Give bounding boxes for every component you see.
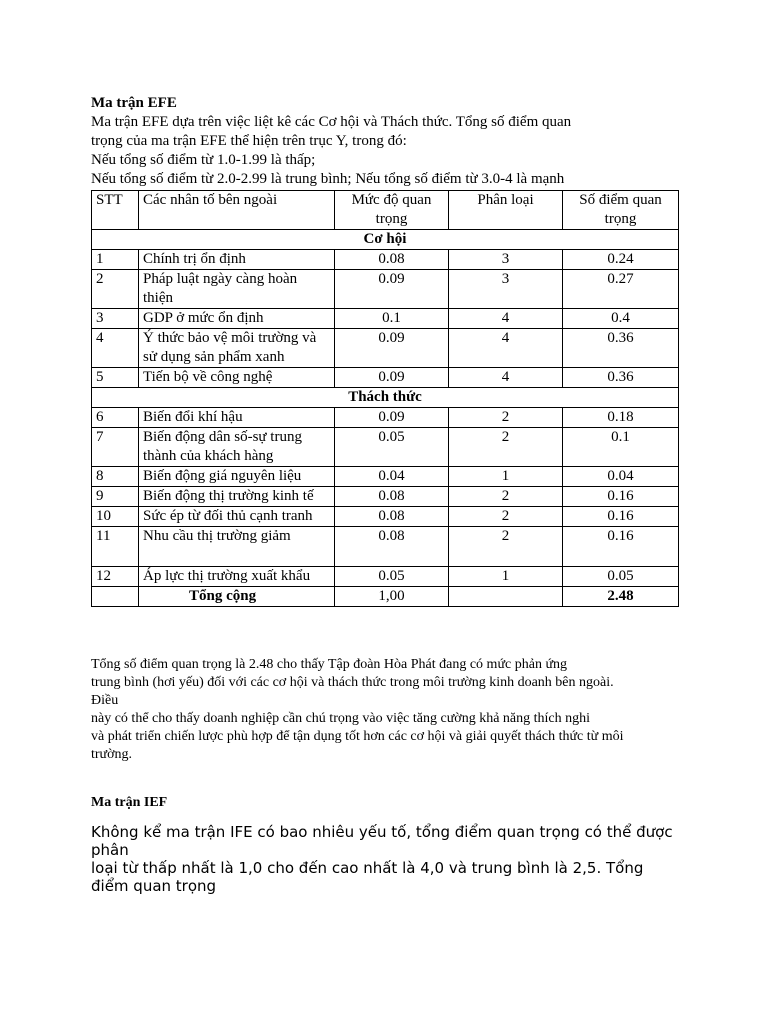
cell-score: 0.4 [563,309,679,329]
cell-stt: 10 [92,507,139,527]
cell-rating-empty [449,587,563,607]
cell-stt: 5 [92,368,139,388]
header-rating: Phân loại [449,191,563,230]
cell-factor: GDP ở mức ổn định [139,309,335,329]
cell-factor: Biến động giá nguyên liệu [139,467,335,487]
total-importance: 1,00 [335,587,449,607]
cell-score: 0.16 [563,507,679,527]
cell-stt: 3 [92,309,139,329]
cell-score: 0.36 [563,329,679,368]
cell-rating: 2 [449,527,563,567]
cell-stt: 2 [92,270,139,309]
table-row [92,368,679,388]
cell-score: 0.18 [563,408,679,428]
cell-rating: 2 [449,487,563,507]
ief-title: Ma trận IEF [91,795,168,810]
cell-factor: Pháp luật ngày càng hoàn thiện [139,270,335,309]
total-score: 2.48 [563,587,679,607]
intro-line: Nếu tổng số điểm từ 2.0-2.99 là trung bình; Nếu tổng số điểm từ 3.0-4 là mạnh [91,171,565,187]
cell-rating: 3 [449,270,563,309]
ief-line: Không kể ma trận IFE có bao nhiêu yếu tố, tổng điểm quan trọng có thể được [91,823,673,841]
section-label: Thách thức [92,388,679,408]
ief-line: loại từ thấp nhất là 1,0 cho đến cao nhất là 4,0 và trung bình là 2,5. Tổng [91,859,644,877]
cell-score: 0.27 [563,270,679,309]
intro-line: Nếu tổng số điểm từ 1.0-1.99 là thấp; [91,152,316,168]
table-row [92,527,679,567]
table-row [92,270,679,309]
cell-factor: Biến động thị trường kinh tế [139,487,335,507]
cell-factor: Áp lực thị trường xuất khẩu [139,567,335,587]
cell-score: 0.16 [563,527,679,567]
cell-score: 0.04 [563,467,679,487]
section-row-threats [92,388,679,408]
section-row-opportunities [92,230,679,250]
cell-stt: 11 [92,527,139,567]
table-row [92,408,679,428]
cell-stt: 7 [92,428,139,467]
cell-factor: Tiến bộ về công nghệ [139,368,335,388]
cell-factor: Biến động dân số-sự trung thành của khách hàng [139,428,335,467]
cell-factor: Sức ép từ đối thủ cạnh tranh [139,507,335,527]
cell-importance: 0.08 [335,250,449,270]
cell-importance: 0.08 [335,487,449,507]
table-row [92,567,679,587]
efe-table [91,190,679,607]
header-factor: Các nhân tố bên ngoài [139,191,335,230]
section-label: Cơ hội [92,230,679,250]
cell-stt: 6 [92,408,139,428]
cell-rating: 3 [449,250,563,270]
cell-importance: 0.04 [335,467,449,487]
cell-importance: 0.09 [335,270,449,309]
conclusion-line: này có thể cho thấy doanh nghiệp cần chú trọng vào việc tăng cường khả năng thích nghi [91,711,591,726]
table-row [92,487,679,507]
table-row [92,428,679,467]
conclusion-line: trung bình (hơi yếu) đối với các cơ hội và thách thức trong môi trường kinh doanh bên ngoài. [91,675,614,690]
cell-rating: 4 [449,329,563,368]
cell-factor: Biến đổi khí hậu [139,408,335,428]
ief-line: phân [91,841,129,859]
cell-factor: Nhu cầu thị trường giảm [139,527,335,567]
cell-stt: 4 [92,329,139,368]
cell-importance: 0.09 [335,368,449,388]
cell-score: 0.05 [563,567,679,587]
cell-rating: 2 [449,408,563,428]
table-row [92,329,679,368]
conclusion-line: Tổng số điểm quan trọng là 2.48 cho thấy Tập đoàn Hòa Phát đang có mức phản ứng [91,657,568,672]
conclusion-line: Điều [91,693,119,708]
cell-stt: 9 [92,487,139,507]
cell-rating: 4 [449,368,563,388]
table-row [92,507,679,527]
cell-factor: Ý thức bảo vệ môi trường và sử dụng sản phẩm xanh [139,329,335,368]
cell-stt: 12 [92,567,139,587]
header-importance: Mức độ quan trọng [335,191,449,230]
efe-title: Ma trận EFE [91,95,177,111]
intro-line: Ma trận EFE dựa trên việc liệt kê các Cơ hội và Thách thức. Tổng số điểm quan [91,114,572,130]
ief-body [91,823,691,895]
cell-score: 0.24 [563,250,679,270]
cell-importance: 0.1 [335,309,449,329]
efe-conclusion [91,656,691,764]
cell-score: 0.1 [563,428,679,467]
cell-importance: 0.09 [335,408,449,428]
cell-importance: 0.08 [335,527,449,567]
header-score: Số điểm quan trọng [563,191,679,230]
cell-stt: 8 [92,467,139,487]
cell-importance: 0.08 [335,507,449,527]
table-row [92,309,679,329]
cell-rating: 1 [449,567,563,587]
conclusion-line: và phát triển chiến lược phù hợp để tận dụng tốt hơn các cơ hội và giải quyết thách thức từ môi [91,729,624,744]
efe-intro [91,113,691,189]
total-label: Tổng cộng [139,587,335,607]
cell-stt-empty [92,587,139,607]
conclusion-line: trường. [91,747,133,762]
cell-importance: 0.09 [335,329,449,368]
cell-stt: 1 [92,250,139,270]
cell-score: 0.36 [563,368,679,388]
cell-importance: 0.05 [335,428,449,467]
cell-importance: 0.05 [335,567,449,587]
cell-score: 0.16 [563,487,679,507]
table-header-row [92,191,679,230]
header-stt: STT [92,191,139,230]
table-row [92,467,679,487]
cell-factor: Chính trị ổn định [139,250,335,270]
intro-line: trọng của ma trận EFE thể hiện trên trục Y, trong đó: [91,133,407,149]
cell-rating: 2 [449,428,563,467]
cell-rating: 1 [449,467,563,487]
cell-rating: 2 [449,507,563,527]
cell-rating: 4 [449,309,563,329]
total-row [92,587,679,607]
table-row [92,250,679,270]
ief-line: điểm quan trọng [91,877,217,895]
